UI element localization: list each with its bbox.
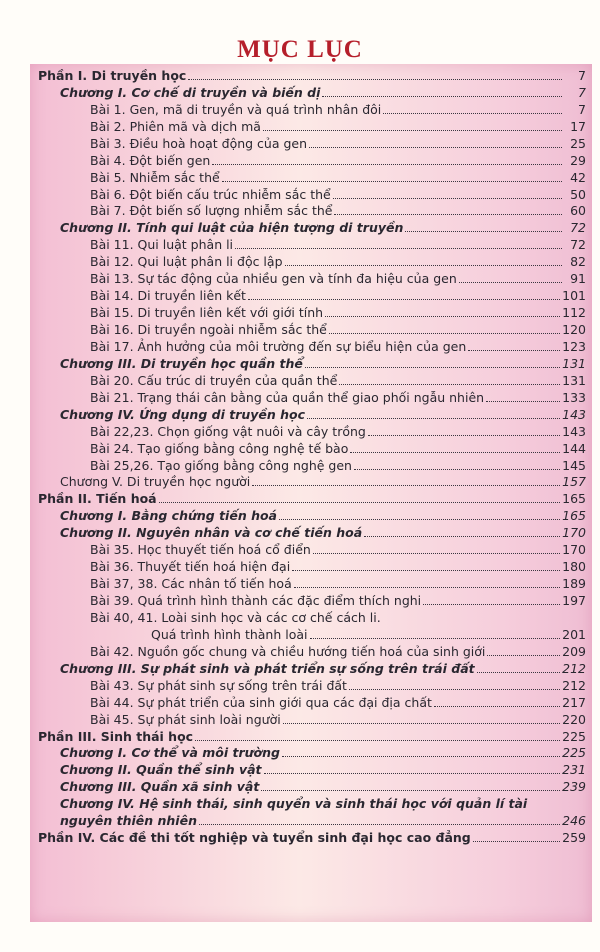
dot-leader bbox=[199, 824, 560, 825]
dot-leader bbox=[322, 96, 562, 97]
toc-page-number: 123 bbox=[562, 338, 586, 354]
dot-leader bbox=[235, 248, 562, 249]
toc-lesson-row bbox=[38, 337, 586, 354]
toc-page-number: 133 bbox=[562, 389, 586, 405]
toc-entry-title: Bài 45. Sự phát sinh loài người bbox=[90, 711, 281, 727]
toc-page-number: 212 bbox=[562, 660, 586, 676]
toc-chapter-row bbox=[38, 744, 586, 761]
dot-leader bbox=[264, 773, 561, 774]
toc-entry-title: Chương III. Di truyền học quần thể bbox=[60, 355, 303, 371]
toc-lesson-row bbox=[38, 286, 586, 303]
toc-entry-title: Quá trình hình thành loài bbox=[151, 626, 308, 642]
toc-page-number: 201 bbox=[562, 626, 586, 642]
dot-leader bbox=[468, 350, 560, 351]
toc-entry-title: Chương I. Cơ chế di truyền và biến dị bbox=[60, 84, 321, 100]
toc-entry-title: Chương I. Bằng chứng tiến hoá bbox=[60, 508, 277, 524]
dot-leader bbox=[263, 130, 562, 131]
dot-leader bbox=[188, 79, 562, 80]
toc-lesson-row bbox=[38, 151, 586, 168]
toc-lesson-row bbox=[38, 117, 586, 134]
dot-leader bbox=[279, 519, 560, 520]
toc-entry-title: Bài 14. Di truyền liên kết bbox=[90, 288, 246, 304]
toc-entry-title: Chương IV. Ứng dụng di truyền học bbox=[60, 406, 306, 422]
toc-entry-title: Bài 22,23. Chọn giống vật nuôi và cây trồng bbox=[90, 423, 366, 439]
toc-lesson-row bbox=[38, 557, 586, 574]
toc-entry-title: Bài 37, 38. Các nhân tố tiến hoá bbox=[90, 576, 292, 592]
toc-entry-title: Chương IV. Hệ sinh thái, sinh quyển và sinh thái học với quản lí tài bbox=[60, 796, 528, 812]
toc-lesson-row bbox=[38, 388, 586, 405]
dot-leader bbox=[313, 553, 560, 554]
toc-entry-title: Bài 2. Phiên mã và dịch mã bbox=[90, 118, 261, 134]
toc-entry-title: Chương I. Cơ thể và môi trường bbox=[60, 745, 280, 761]
toc-page-number: 25 bbox=[570, 135, 586, 151]
toc-page-number: 157 bbox=[562, 474, 586, 490]
toc-page-number: 145 bbox=[562, 457, 586, 473]
dot-leader bbox=[212, 164, 562, 165]
toc-page-number: 239 bbox=[562, 779, 586, 795]
dot-leader bbox=[383, 113, 562, 114]
toc-lesson-row bbox=[38, 456, 586, 473]
toc-chapter-row bbox=[38, 218, 586, 235]
dot-leader bbox=[334, 214, 562, 215]
toc-lesson-row bbox=[38, 371, 586, 388]
dot-leader bbox=[292, 570, 560, 571]
toc-chapter-row bbox=[38, 405, 586, 422]
dot-leader bbox=[368, 435, 560, 436]
toc-lesson-row bbox=[38, 540, 586, 557]
toc-lesson-row bbox=[38, 185, 586, 202]
toc-entry-title: Bài 36. Thuyết tiến hoá hiện đại bbox=[90, 559, 291, 575]
toc-page-number: 246 bbox=[562, 813, 586, 829]
toc-entry-title: Bài 20. Cấu trúc di truyền của quần thể bbox=[90, 372, 338, 388]
toc-lesson-row bbox=[38, 439, 586, 456]
dot-leader bbox=[261, 790, 560, 791]
toc-lesson-row bbox=[38, 591, 586, 608]
toc-entry-title: Bài 4. Đột biến gen bbox=[90, 152, 211, 168]
toc-page-number: 165 bbox=[562, 491, 586, 507]
dot-leader bbox=[309, 147, 562, 148]
toc-page-number: 220 bbox=[562, 711, 586, 727]
toc-lesson-row bbox=[38, 693, 586, 710]
toc-entry-title: Chương II. Tính qui luật của hiện tượng di truyền bbox=[60, 220, 404, 236]
toc-entry-title: nguyên thiên nhiên bbox=[60, 813, 197, 829]
toc-lesson-row bbox=[38, 269, 586, 286]
dot-leader bbox=[305, 367, 560, 368]
toc-entry-title: Phần III. Sinh thái học bbox=[38, 728, 194, 744]
dot-leader bbox=[423, 604, 560, 605]
dot-leader bbox=[310, 638, 561, 639]
toc-chapter-row bbox=[38, 523, 586, 540]
toc-page-number: 231 bbox=[562, 762, 586, 778]
toc-entry-title: Bài 39. Quá trình hình thành các đặc điểm thích nghi bbox=[90, 593, 422, 608]
dot-leader bbox=[195, 740, 560, 741]
toc-page-number: 7 bbox=[578, 101, 586, 117]
toc-entry-title: Bài 3. Điều hoà hoạt động của gen bbox=[90, 135, 308, 151]
dot-leader bbox=[222, 181, 562, 182]
dot-leader bbox=[282, 756, 560, 757]
toc-page-number: 17 bbox=[570, 118, 586, 134]
toc-entry-title: Bài 21. Trạng thái cân bằng của quần thể giao phối ngẫu nhiên bbox=[90, 389, 485, 405]
toc-lesson-row bbox=[38, 710, 586, 727]
toc-lesson-row bbox=[38, 422, 586, 439]
dot-leader bbox=[459, 282, 562, 283]
toc-entry-title: Bài 25,26. Tạo giống bằng công nghệ gen bbox=[90, 457, 352, 473]
toc-lesson-row bbox=[38, 202, 586, 219]
toc-chapter-row bbox=[38, 354, 586, 371]
toc-page-number: 170 bbox=[562, 542, 586, 558]
toc-page-number: 29 bbox=[570, 152, 586, 168]
toc-chapter-row bbox=[38, 659, 586, 676]
dot-leader bbox=[487, 655, 560, 656]
toc-entry-title: Phần I. Di truyền học bbox=[38, 67, 187, 83]
dot-leader bbox=[349, 689, 560, 690]
toc-lesson-row bbox=[38, 168, 586, 185]
toc-chapter-row bbox=[38, 473, 586, 490]
toc-entry-title: Bài 43. Sự phát sinh sự sống trên trái đất bbox=[90, 677, 347, 693]
toc-page-number: 259 bbox=[562, 830, 586, 846]
toc-lesson-row bbox=[38, 608, 586, 625]
toc-entry-title: Bài 11. Qui luật phân li bbox=[90, 237, 234, 253]
toc-page-number: 131 bbox=[562, 355, 586, 371]
dot-leader bbox=[364, 536, 560, 537]
toc-entry-title: Bài 15. Di truyền liên kết với giới tính bbox=[90, 305, 324, 321]
dot-leader bbox=[473, 841, 560, 842]
toc-page-number: 144 bbox=[562, 440, 586, 456]
toc-page-number: 120 bbox=[562, 322, 586, 337]
toc-lesson-continuation-row bbox=[38, 625, 586, 642]
dot-leader bbox=[307, 418, 560, 419]
toc-page-number: 197 bbox=[562, 593, 586, 608]
toc-page-number: 7 bbox=[578, 84, 586, 100]
toc-page-number: 72 bbox=[570, 237, 586, 253]
table-of-contents bbox=[38, 66, 586, 845]
toc-entry-title: Bài 42. Nguồn gốc chung và chiều hướng tiến hoá của sinh giới bbox=[90, 643, 486, 659]
toc-part-row bbox=[38, 828, 586, 845]
dot-leader bbox=[294, 587, 560, 588]
toc-entry-title: Chương V. Di truyền học người bbox=[60, 474, 251, 490]
toc-entry-title: Chương III. Quần xã sinh vật bbox=[60, 779, 260, 795]
toc-page-number: 72 bbox=[570, 220, 586, 236]
toc-chapter-row bbox=[38, 760, 586, 777]
toc-page-number: 91 bbox=[570, 271, 586, 287]
dot-leader bbox=[354, 469, 560, 470]
dot-leader bbox=[339, 384, 560, 385]
toc-page-number: 170 bbox=[562, 525, 586, 541]
toc-page-number: 7 bbox=[578, 67, 586, 83]
toc-entry-title: Chương III. Sự phát sinh và phát triển sự sống trên trái đất bbox=[60, 660, 475, 676]
toc-entry-title: Bài 17. Ảnh hưởng của môi trường đến sự biểu hiện của gen bbox=[90, 338, 467, 354]
dot-leader bbox=[285, 265, 563, 266]
toc-lesson-row bbox=[38, 320, 586, 337]
toc-lesson-row bbox=[38, 303, 586, 320]
toc-entry-title: Bài 7. Đột biến số lượng nhiễm sắc thể bbox=[90, 203, 333, 219]
toc-page-number: 189 bbox=[562, 576, 586, 592]
toc-page-number: 225 bbox=[562, 728, 586, 744]
toc-page-number: 131 bbox=[562, 372, 586, 388]
toc-entry-title: Bài 1. Gen, mã di truyền và quá trình nhân đôi bbox=[90, 101, 382, 117]
toc-chapter-row bbox=[38, 811, 586, 828]
toc-lesson-row bbox=[38, 252, 586, 269]
dot-leader bbox=[405, 231, 562, 232]
toc-entry-title: Chương II. Nguyên nhân và cơ chế tiến hoá bbox=[60, 525, 363, 541]
toc-entry-title: Bài 5. Nhiễm sắc thể bbox=[90, 169, 220, 185]
dot-leader bbox=[434, 706, 560, 707]
toc-entry-title: Bài 24. Tạo giống bằng công nghệ tế bào bbox=[90, 440, 349, 456]
toc-page-number: 212 bbox=[562, 677, 586, 693]
toc-page-number: 42 bbox=[570, 169, 586, 185]
toc-part-row bbox=[38, 66, 586, 83]
toc-lesson-row bbox=[38, 574, 586, 591]
dot-leader bbox=[252, 485, 560, 486]
toc-entry-title: Bài 6. Đột biến cấu trúc nhiễm sắc thể bbox=[90, 186, 331, 202]
toc-chapter-row bbox=[38, 794, 586, 811]
toc-lesson-row bbox=[38, 235, 586, 252]
toc-entry-title: Bài 13. Sự tác động của nhiều gen và tính đa hiệu của gen bbox=[90, 271, 457, 287]
toc-lesson-row bbox=[38, 642, 586, 659]
dot-leader bbox=[486, 401, 560, 402]
toc-page-number: 180 bbox=[562, 559, 586, 575]
toc-page-number: 50 bbox=[570, 186, 586, 202]
toc-page-number: 143 bbox=[562, 423, 586, 439]
toc-page-number: 82 bbox=[570, 254, 586, 270]
toc-entry-title: Bài 16. Di truyền ngoài nhiễm sắc thể bbox=[90, 322, 327, 337]
dot-leader bbox=[325, 316, 560, 317]
toc-page-number: 60 bbox=[570, 203, 586, 219]
toc-part-row bbox=[38, 489, 586, 506]
dot-leader bbox=[477, 672, 561, 673]
toc-entry-title: Bài 12. Qui luật phân li độc lập bbox=[90, 254, 283, 270]
dot-leader bbox=[248, 299, 560, 300]
toc-entry-title: Phần II. Tiến hoá bbox=[38, 491, 157, 507]
toc-page-number: 112 bbox=[562, 305, 586, 321]
toc-page-number: 225 bbox=[562, 745, 586, 761]
toc-entry-title: Phần IV. Các đề thi tốt nghiệp và tuyển sinh đại học cao đẳng bbox=[38, 830, 471, 846]
toc-page-number: 209 bbox=[562, 643, 586, 659]
toc-page-number: 101 bbox=[562, 288, 586, 304]
toc-entry-title: Bài 44. Sự phát triển của sinh giới qua các đại địa chất bbox=[90, 694, 432, 710]
toc-entry-title: Bài 35. Học thuyết tiến hoá cổ điển bbox=[90, 542, 311, 558]
toc-lesson-row bbox=[38, 100, 586, 117]
page-title: MỤC LỤC bbox=[237, 36, 363, 63]
toc-lesson-row bbox=[38, 134, 586, 151]
toc-chapter-row bbox=[38, 506, 586, 523]
toc-lesson-row bbox=[38, 676, 586, 693]
toc-page-number: 217 bbox=[562, 694, 586, 710]
dot-leader bbox=[159, 502, 561, 503]
toc-chapter-row bbox=[38, 83, 586, 100]
toc-chapter-row bbox=[38, 777, 586, 794]
toc-page-number: 165 bbox=[562, 508, 586, 524]
toc-page-number: 143 bbox=[562, 406, 586, 422]
dot-leader bbox=[283, 723, 560, 724]
dot-leader bbox=[350, 452, 560, 453]
dot-leader bbox=[329, 333, 560, 334]
dot-leader bbox=[333, 198, 562, 199]
toc-entry-title: Chương II. Quần thể sinh vật bbox=[60, 762, 262, 778]
toc-part-row bbox=[38, 727, 586, 744]
toc-entry-title: Bài 40, 41. Loài sinh học và các cơ chế cách li. bbox=[90, 609, 381, 625]
